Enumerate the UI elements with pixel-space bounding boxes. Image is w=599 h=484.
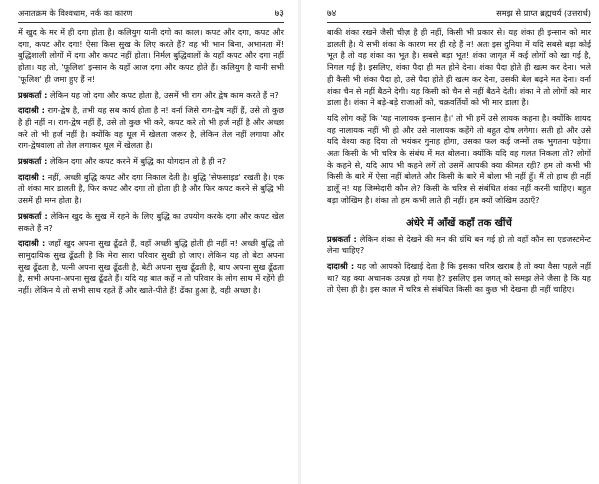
section-heading: अंधेरे में आँखें कहाँ तक खींचें [406, 217, 512, 229]
answer-text: नहीं, अच्छी बुद्धि कपट और दगा निकाल देती है। बुद्धि 'सेफसाइड' रखती है। एक तो शंका मार डालती है, फिर कपट और दगा तो होता ही है और फिर कपट करने से बुद्धि भी उसमें ही मग्न होता है। [18, 171, 284, 206]
right-page-header [327, 6, 591, 23]
right-question-1 [327, 234, 591, 257]
right-page-number: ७४ [327, 9, 337, 19]
speaker-label: दादाश्री : [18, 105, 45, 116]
left-answer-3 [18, 238, 284, 297]
book-gutter [298, 0, 301, 484]
right-answer-1 [327, 261, 591, 296]
question-text: लेकिन दगा और कपट करने में बुद्धि का योगदान तो है ही न? [50, 156, 227, 167]
left-paragraph-1: में खुद के मर में ही दगा होता है। कलियुग यानी दगो का काल। कपट और दगा, कपट और दगा, कपट और दगा! ऐसा किस सुख के लिए करते हैं? वह भी भान बिना, अभानता में! बुद्धिशाली लोगों में दगा और कपट नहीं होता। निर्मल बुद्धिवालों के यहाँ कपट और दगा नहीं होता। यह तो, 'फूलिश' इन्सान के यहाँ आज दगा और कपट होते हैं। कलियुग है यानी सभी 'फूलिश' ही जमा हुए हैं न! [18, 27, 284, 84]
left-question-2 [18, 156, 284, 168]
question-text: लेकिन खुद के सुख में रहने के लिए बुद्धि का उपयोग करके दगा और कपट खेल सकते हैं न? [18, 210, 285, 233]
right-paragraph-2: यदि लोग कहें कि 'यह नालायक इन्सान है।' तो भी हमें उसे लायक कहना है। क्योंकि शायद वह नालायक नहीं भी हो और उसे नालायक कहेंगे तो बहुत दोष लगेगा। सती हो और उसे यदि वेश्या कह दिया तो भयंकर गुनाह होगा, उसका फल कई जन्मों तक भुगतना पड़ेगा। अतः किसी के भी चरित्र के संबंध में मत बोलना। क्योंकि यदि वह गलत निकला तो? लोगों के कहने से, यदि आप भी कहने लगें तो उसमें आपकी क्या कीमत रही? हम तो कभी भी किसी के बारे में ऐसा नहीं बोलते और किसी के बारे में बोला भी नहीं हूँ। मैं तो हाथ ही नहीं डालूँ न! यह जिम्मेदारी कौन ले? किसी के चरित्र से संबंधित शंका नहीं करनी चाहिए। बहुत बड़ा जोखिम है। शंका तो हम कभी लाते ही नहीं। हम क्यों जोखिम उठाएँ? [327, 112, 591, 205]
left-question-3 [18, 211, 284, 234]
answer-text: यह जो आपको दिखाई देता है कि इसका चरित्र खराब है तो क्या वैसा पहले नहीं था? यह क्या अचानक उत्पन्न हो गया है? इसलिए इस जगत् को समझ लेने जैसा है कि यह तो ऐसा ही है। इस काल में चरित्र से संबंधित किसी का कुछ भी देखना ही नहीं चाहिए। [327, 260, 591, 295]
left-answer-1 [18, 105, 284, 152]
question-text: लेकिन शंका से देखने की मन की ग्रंथि बन गई हो तो वहाँ कौन सा एडजस्टमेन्ट लेना चाहिए? [327, 233, 591, 256]
questioner-label: प्रश्नकर्ता : [327, 233, 357, 244]
question-text: लेकिन यह जो दगा और कपट होता है, उसमें भी राग और द्वेष काम करते हैं न? [50, 89, 279, 100]
speaker-label: दादाश्री : [18, 238, 46, 249]
left-page-number: ७३ [274, 9, 284, 19]
left-page [0, 0, 296, 484]
left-question-1 [18, 90, 284, 102]
left-answer-2 [18, 172, 284, 207]
speaker-label: दादाश्री : [327, 260, 355, 271]
questioner-label: प्रश्नकर्ता : [18, 156, 48, 167]
right-paragraph-1: बाकी शंका रखने जैसी चीज़ है ही नहीं, किसी भी प्रकार से। यह शंका ही इन्सान को मार डालती है। ये सभी शंका के कारण मर ही रहे हैं न! अतः इस दुनिया में यदि सबसे बड़ा कोई भूत है तो वह शंका का भूत है। सबसे बड़ा भूत! शंका जागृत में कई लोगों को खा गई है, निगल गई है। इसलिए, शंका पैदा ही मत होने देना। शंका पैदा होते ही खत्म कर देना। भले ही कैसी भी शंका पैदा हो, उसे पैदा होते ही खत्म कर देना, उसकी बेल बढ़ने मत देना। वर्ना शंका चैन से नहीं बैठने देगी। यह किसी को चैन से नहीं बैठने देती। शंका ने तो लोगों को मार डाला है। शंका ने बड़े-बड़े राजाओं को, चक्रवर्तियों को भी मार डाला है। [327, 27, 591, 108]
right-running-title: समझ से प्राप्त ब्रह्मचर्य (उत्तरार्ध) [496, 8, 591, 18]
answer-text: राग-द्वेष है, तभी यह सब कार्य होता है न! वर्ना जिसे राग-द्वेष नहीं हैं, उसे तो कुछ है ही नहीं न। राग-द्वेष नहीं हैं, उसे तो कुछ भी करे, कपट करे तो भी हर्ज नहीं है और अच्छा करे तो भी हर्ज नहीं है। क्योंकि वह धूल में खेलता जरूर है, लेकिन तेल नहीं लगाया और राग-द्वेषवाला तो तेल लगाकर धूल में खेलता है। [18, 105, 284, 151]
speaker-label: दादाश्री : [18, 171, 45, 182]
left-running-title: अनातक्रम के विश्वधाम, नर्क का कारण [18, 8, 133, 18]
answer-text: जहाँ खुद अपना सुख ढूँढते हैं, वहाँ अच्छी बुद्धि होती ही नहीं न! अच्छी बुद्धि तो सामुदायिक सुख ढूँढती है कि मेरा सारा परिवार सुखी हो जाए। लेकिन यह तो बेटा अपना सुख ढूँढता है, पत्नी अपना सुख ढूँढती है, बेटी अपना सुख ढूँढती है, बाप अपना सुख ढूँढता है, सभी अपना-अपना सुख ढूँढते हैं। यदि यह बात कहें न तो परिवार के लोग साथ में रहेंगे ही नहीं। लेकिन ये तो सभी साथ रहते हैं और खाते-पीते हैं! ढँका हुआ है, वही अच्छा है। [18, 238, 284, 296]
questioner-label: प्रश्नकर्ता : [18, 89, 48, 100]
left-page-header [18, 6, 284, 23]
right-page [303, 0, 599, 484]
questioner-label: प्रश्नकर्ता : [18, 210, 48, 221]
